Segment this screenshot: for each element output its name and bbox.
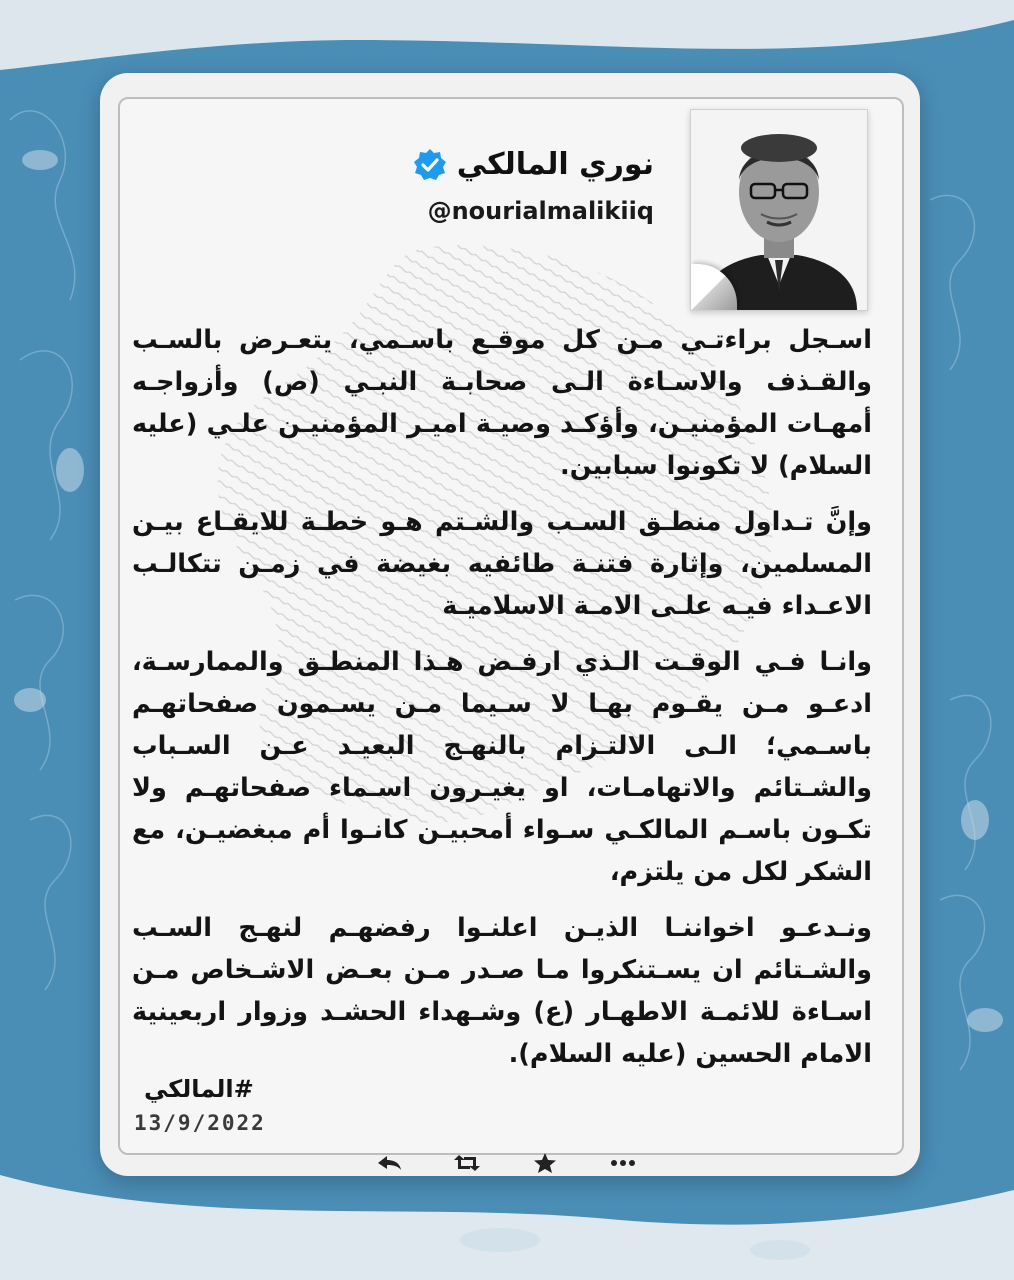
hashtag[interactable]: #المالكي <box>144 1075 254 1103</box>
tweet-paragraph: اسـجل براءتـي مـن كل موقـع باسـمي، يتعـرض بالسـب والقـذف والاسـاءة الـى صحابـة النبـي (ص) وأزواجـه أمهـات المؤمنيـن، وأؤكـد وصيـة اميـر المؤمنيـن علـي (عليه السلام) لا تكونوا سبابين. <box>132 325 872 481</box>
favorite-star-icon[interactable] <box>530 1151 560 1175</box>
avatar[interactable] <box>690 109 868 311</box>
tweet-body <box>132 319 872 1089</box>
profile-name-row <box>413 147 654 182</box>
tweet-actions <box>100 1151 920 1175</box>
tweet-card-inner <box>118 97 904 1155</box>
tweet-paragraph: وإنَّ تـداول منطـق السـب والشـتم هـو خطـة للايقـاع بيـن المسلمين، وإثارة فتنـة طائفيه بغيضة في زمـن تتكالـب الاعـداء فيـه علـى الامـة الاسلاميـة <box>132 507 872 621</box>
profile-handle[interactable]: @nourialmalikiiq <box>427 197 654 225</box>
more-icon[interactable] <box>608 1151 638 1175</box>
profile-name[interactable]: نوري المالكي <box>456 147 654 182</box>
retweet-icon[interactable] <box>452 1151 482 1175</box>
reply-icon[interactable] <box>374 1151 404 1175</box>
post-date: 13/9/2022 <box>134 1111 266 1135</box>
tweet-paragraph: وانـا فـي الوقـت الـذي ارفـض هـذا المنطـق والممارسـة، ادعـو مـن يقـوم بهـا لا سـيما مـن يسـمون صفحاتهـم باسـمي؛ الـى الالتـزام بالنهـج البعيـد عـن السـباب والشـتائم والاتهامـات، او يغيـرون اسـماء صفحاتهـم ولا تكـون باسـم المالكـي سـواء أمحبيـن كانـوا أم مبغضيـن، مع الشكر لكل من يلتزم، <box>132 647 872 887</box>
tweet-paragraph: ونـدعـو اخواننـا الذيـن اعلنـوا رفضهـم لنهـج السـب والشـتائم ان يسـتنكروا مـا صـدر مـن بعـض الاشـخاص مـن اسـاءة للائمـة الاطهـار (ع) وشـهداء الحشـد وزوار اربعينية الامام الحسين (عليه السلام). <box>132 913 872 1069</box>
verified-badge-icon <box>413 148 447 182</box>
tweet-card <box>100 73 920 1176</box>
